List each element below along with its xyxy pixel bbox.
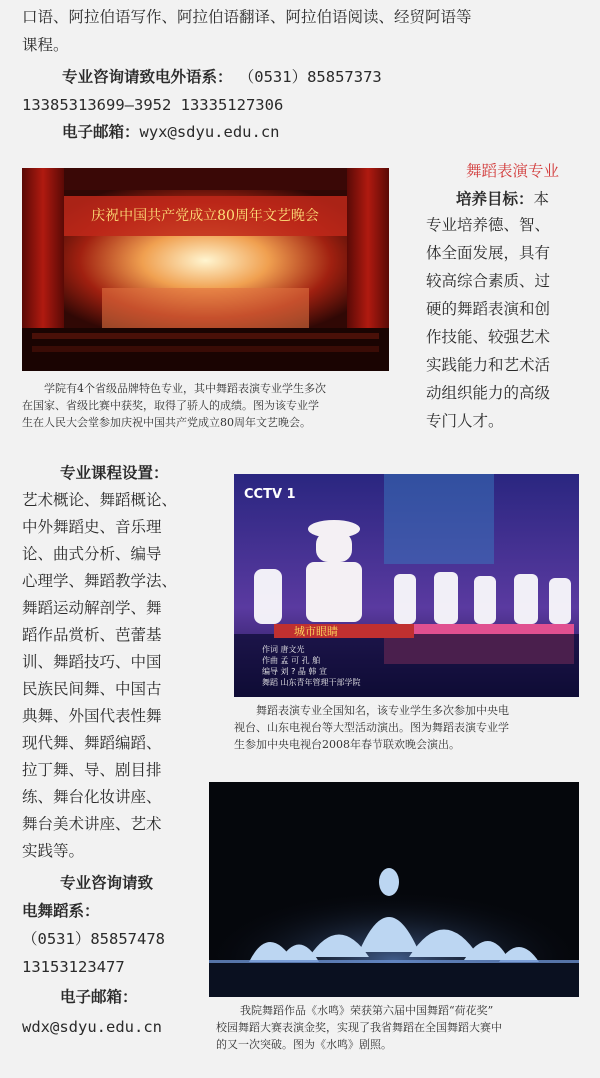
- caption-line: 的又一次突破。图为《水鸣》剧照。: [216, 1038, 392, 1051]
- course-line: 练、舞台化妆讲座、: [22, 788, 162, 806]
- course-line: 典舞、外国代表性舞: [22, 707, 162, 725]
- cctv-logo: CCTV 1: [244, 487, 296, 502]
- goal-line: 专业培养德、智、: [426, 216, 551, 234]
- course-line: 论、曲式分析、编导: [22, 545, 162, 563]
- cctv-performance-illustration: [234, 474, 579, 697]
- course-line: 舞台美术讲座、艺术: [22, 815, 162, 833]
- caption-line: 校园舞蹈大赛表演金奖，实现了我省舞蹈在全国舞蹈大赛中: [216, 1021, 502, 1034]
- water-dance-illustration: [209, 782, 579, 997]
- caption-line: 生参加中央电视台2008年春节联欢晚会演出。: [234, 738, 460, 751]
- course-line: 舞蹈运动解剖学、舞: [22, 599, 162, 617]
- credit-line: 舞蹈 山东青年管理干部学院: [262, 678, 361, 687]
- contact-label-text: 专业咨询请致电外语系：: [62, 68, 233, 86]
- concert-hall-photo: [22, 168, 389, 371]
- goal-line: 动组织能力的高级: [426, 384, 551, 402]
- course-line: 艺术概论、舞蹈概论、: [22, 491, 178, 509]
- photo1-caption: [22, 380, 392, 431]
- course-line: 训、舞蹈技巧、中国: [22, 653, 162, 671]
- photo2-caption: [234, 702, 584, 753]
- email-row: [62, 121, 280, 143]
- water-dance-photo: [209, 782, 579, 997]
- course-line: 心理学、舞蹈教学法、: [22, 572, 178, 590]
- caption-line: 视台、山东电视台等大型活动演出。图为舞蹈表演专业学: [234, 721, 509, 734]
- course-line: 现代舞、舞蹈编蹈、: [22, 734, 162, 752]
- email-label: 电子邮箱：: [60, 988, 138, 1006]
- course-line: 拉丁舞、导、剧目排: [22, 761, 162, 779]
- email-link[interactable]: wdx@sdyu.edu.cn: [22, 1018, 162, 1036]
- email-link[interactable]: wyx@sdyu.edu.cn: [139, 123, 280, 141]
- email-label: 电子邮箱：: [62, 123, 140, 141]
- credit-line: 作曲 孟 可 孔 舶: [262, 656, 321, 665]
- phone: （0531）85857478: [22, 930, 165, 948]
- course-line: 中外舞蹈史、音乐理: [22, 518, 162, 536]
- dance-contact-label: 专业咨询请致: [60, 874, 154, 892]
- stage-banner-text: 庆祝中国共产党成立80周年文艺晚会: [91, 208, 319, 224]
- goal-line: 专门人才。: [426, 412, 504, 430]
- course-line: 实践等。: [22, 842, 85, 860]
- course-line: 民族民间舞、中国古: [22, 680, 162, 698]
- goal-text: 本: [533, 190, 550, 208]
- course-line: 蹈作品赏析、芭蕾基: [22, 626, 162, 644]
- caption-line: 生在人民大会堂参加庆祝中国共产党成立80周年文艺晚会。: [22, 416, 311, 429]
- credit-line: 作词 唐文光: [262, 645, 305, 654]
- phones: 13385313699—3952 13335127306: [22, 96, 284, 114]
- goal-line: 体全面发展，具有: [426, 244, 551, 262]
- credit-line: 编导 刘 ? 晶 韩 宣: [262, 667, 327, 676]
- text-line: 课程。: [22, 36, 69, 54]
- dance-contact-label: 电舞蹈系：: [22, 902, 100, 920]
- phone: （0531）85857373: [246, 68, 382, 86]
- caption-line: 学院有4个省级品牌特色专业，其中舞蹈表演专业学生多次: [44, 382, 326, 395]
- goal-line: 硬的舞蹈表演和创: [426, 300, 551, 318]
- goal-label: 培养目标：: [456, 190, 534, 208]
- text-line: 口语、阿拉伯语写作、阿拉伯语翻译、阿拉伯语阅读、经贸阿语等: [22, 8, 472, 26]
- contact-label: [62, 66, 382, 88]
- goal-line: 实践能力和艺术活: [426, 356, 551, 374]
- caption-line: 舞蹈表演专业全国知名，该专业学生多次参加中央电: [256, 704, 509, 717]
- program-title: 城市眼睛: [294, 625, 338, 638]
- concert-hall-illustration: [22, 168, 389, 371]
- photo3-caption: [216, 1002, 586, 1053]
- phone: 13153123477: [22, 958, 125, 976]
- cctv-performance-photo: [234, 474, 579, 697]
- goal-first-line: [456, 186, 549, 212]
- section-title: 舞蹈表演专业: [466, 162, 560, 180]
- goal-line: 作技能、较强艺术: [426, 328, 551, 346]
- goal-line: 较高综合素质、过: [426, 272, 551, 290]
- caption-line: 我院舞蹈作品《水鸣》荣获第六届中国舞蹈“荷花奖”: [240, 1004, 494, 1017]
- caption-line: 在国家、省级比赛中获奖，取得了骄人的成绩。图为该专业学: [22, 399, 319, 412]
- courses-label: 专业课程设置：: [60, 464, 169, 482]
